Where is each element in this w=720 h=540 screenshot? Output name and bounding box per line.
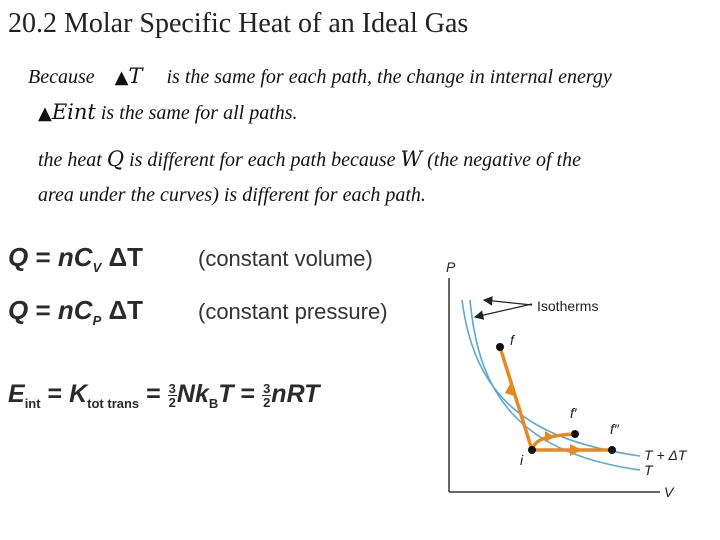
delta-triangle-icon: ▲ xyxy=(114,67,129,88)
path-to-f xyxy=(500,347,532,450)
label-T: T xyxy=(644,462,653,478)
eq1-sub: V xyxy=(92,260,102,276)
eq2-equals: = xyxy=(35,295,51,325)
eq2-delta: ΔT xyxy=(108,295,144,325)
eq1-C: C xyxy=(73,242,93,272)
eq3-T: T xyxy=(218,380,234,408)
symbol-Eint: Eint xyxy=(51,100,96,124)
eq1-n: n xyxy=(57,242,74,272)
isotherm-lower xyxy=(470,300,640,470)
isotherms-label: Isotherms xyxy=(537,298,599,314)
slide-title: 20.2 Molar Specific Heat of an Ideal Gas xyxy=(8,8,469,39)
note-constant-pressure: (constant pressure) xyxy=(198,299,388,324)
delta-triangle-icon: ▲ xyxy=(38,103,52,124)
eq3-E-sub: int xyxy=(24,396,41,411)
fraction-three-halves: $\frac{3}{2}$ xyxy=(168,380,176,410)
isotherm-arrow-1 xyxy=(475,304,532,317)
eq3-K-sub: tot trans xyxy=(87,396,140,411)
eq3-equals-3: = xyxy=(240,380,256,408)
eq2-sub: P xyxy=(92,313,102,329)
point-f-prime xyxy=(571,430,579,438)
point-f-double-prime xyxy=(608,446,616,454)
label-f-prime: f′ xyxy=(570,405,577,421)
eq2-n: n xyxy=(57,295,74,325)
line2-post: is the same for all paths. xyxy=(100,102,298,124)
eq3-equals-1: = xyxy=(47,380,63,408)
eq2-lhs: Q xyxy=(8,295,29,325)
eq1-equals: = xyxy=(35,242,51,272)
eq3-E: E xyxy=(8,380,25,408)
label-i: i xyxy=(520,452,524,468)
eq3-equals-2: = xyxy=(146,380,161,408)
eq3-nRT: nRT xyxy=(271,380,320,408)
line1-pre: Because xyxy=(28,66,95,88)
line3-pre: the heat xyxy=(38,149,102,171)
symbol-T: T xyxy=(128,64,143,88)
note-constant-volume: (constant volume) xyxy=(198,246,373,271)
x-axis-label: V xyxy=(664,484,674,500)
line3-mid: is different for each path because xyxy=(129,149,396,171)
symbol-W: W xyxy=(400,147,423,171)
label-f-double-prime: f″ xyxy=(610,421,619,437)
eq1-lhs: Q xyxy=(8,242,29,272)
fraction-three-halves-2: $\frac{3}{2}$ xyxy=(263,380,271,410)
eq3-K: K xyxy=(69,380,88,408)
eq2-C: C xyxy=(73,295,93,325)
symbol-Q: Q xyxy=(106,147,125,171)
line1-post: is the same for each path, the change in internal energy xyxy=(166,66,612,88)
text-line-4: area under the curves) is different for each path. xyxy=(38,184,426,206)
line3-post: (the negative of the xyxy=(427,149,581,171)
isotherm-arrow-2 xyxy=(484,300,532,305)
eq3-B-sub: B xyxy=(208,396,219,411)
y-axis-label: P xyxy=(446,259,456,275)
label-T-plus-dT: T + ΔT xyxy=(644,447,687,463)
label-f: f xyxy=(510,332,514,348)
point-f xyxy=(496,343,504,351)
eq3-Nk: Nk xyxy=(176,380,209,408)
point-i xyxy=(528,446,536,454)
eq1-delta: ΔT xyxy=(108,242,144,272)
